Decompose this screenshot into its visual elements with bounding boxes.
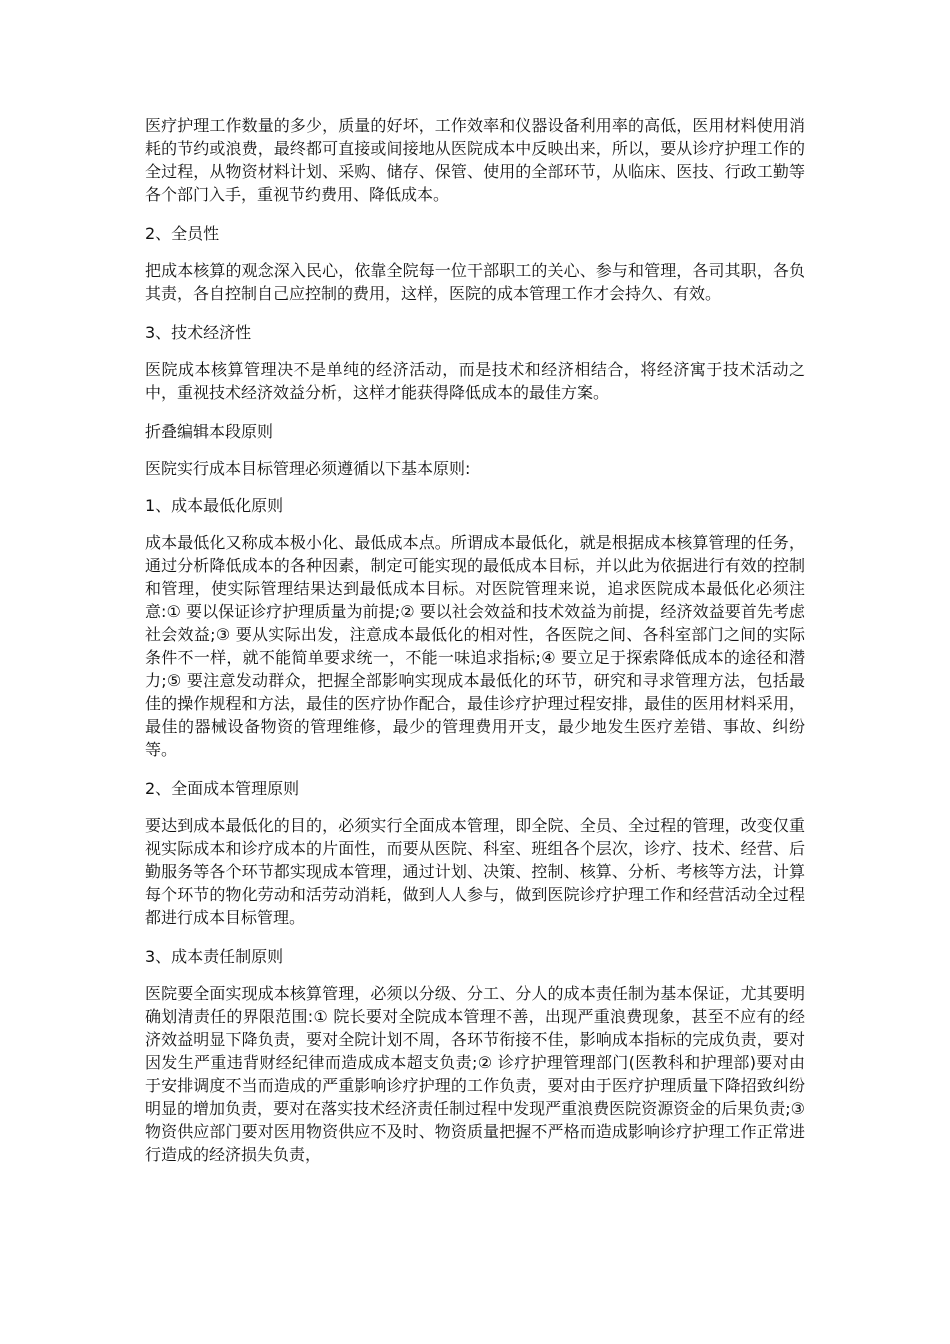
section-heading-responsibility: 3、成本责任制原则: [145, 947, 284, 966]
section-heading-all-staff: 2、全员性: [145, 224, 220, 243]
paragraph-comprehensive: 要达到成本最低化的目的，必须实行全面成本管理，即全院、全员、全过程的管理，改变仅重视实际成本和诊疗成本的片面性，而要从医院、科室、班组各个层次，诊疗、技术、经营、后勤服务等各个环节都实现成本管理，通过计划、决策、控制、核算、分析、考核等方法，计算每个环节的物化劳动和活劳动消耗，做到人人参与，做到医院诊疗护理工作和经营活动全过程都进行成本目标管理。: [145, 816, 805, 927]
document-page: [145, 114, 805, 1182]
paragraph-minimization: 成本最低化又称成本极小化、最低成本点。所谓成本最低化，就是根据成本核算管理的任务，通过分析降低成本的各种因素，制定可能实现的最低成本目标，并以此为依据进行有效的控制和管理，使实际管理结果达到最低成本目标。对医院管理来说，追求医院成本最低化必须注意:① 要以保证诊疗护理质量为前提;② 要以社会效益和技术效益为前提，经济效益要首先考虑社会效益;③ 要从实际出发，注意成本最低化的相对性，各医院之间、各科室部门之间的实际条件不一样，就不能简单要求统一，不能一味追求指标;④ 要立足于探索降低成本的途径和潜力;⑤ 要注意发动群众，把握全部影响实现成本最低化的环节，研究和寻求管理方法，包括最佳的操作规程和方法，最佳的医疗协作配合，最佳诊疗护理过程安排，最佳的医用材料采用，最佳的器械设备物资的管理维修，最少的管理费用开支，最少地发生医疗差错、事故、纠纷等。: [145, 533, 805, 759]
section-heading-tech-econ: 3、技术经济性: [145, 323, 252, 342]
paragraph-responsibility: 医院要全面实现成本核算管理，必须以分级、分工、分人的成本责任制为基本保证，尤其要明确划清责任的界限范围:① 院长要对全院成本管理不善，出现严重浪费现象，甚至不应有的经济效益明显下降负责，要对全院计划不周，各环节衔接不佳，影响成本指标的完成负责，要对因发生严重违背财经纪律而造成成本超支负责;② 诊疗护理管理部门(医教科和护理部)要对由于安排调度不当而造成的严重影响诊疗护理的工作负责，要对由于医疗护理质量下降招致纠纷明显的增加负责，要对在落实技术经济责任制过程中发现严重浪费医院资源资金的后果负责;③ 物资供应部门要对医用物资供应不及时、物资质量把握不严格而造成影响诊疗护理工作正常进行造成的经济损失负责，: [145, 984, 805, 1164]
section-heading-minimization: 1、成本最低化原则: [145, 496, 284, 515]
section-heading-comprehensive: 2、全面成本管理原则: [145, 779, 300, 798]
paragraph-tech-econ: 医院成本核算管理决不是单纯的经济活动，而是技术和经济相结合，将经济寓于技术活动之中，重视技术经济效益分析，这样才能获得降低成本的最佳方案。: [145, 360, 805, 402]
paragraph-intro: 医疗护理工作数量的多少，质量的好坏，工作效率和仪器设备利用率的高低，医用材料使用消耗的节约或浪费，最终都可直接或间接地从医院成本中反映出来，所以，要从诊疗护理工作的全过程，从物资材料计划、采购、储存、保管、使用的全部环节，从临床、医技、行政工勤等各个部门入手，重视节约费用、降低成本。: [145, 116, 805, 204]
fold-edit-section-label: 折叠编辑本段原则: [145, 422, 274, 441]
paragraph-all-staff: 把成本核算的观念深入民心，依靠全院每一位干部职工的关心、参与和管理，各司其职，各负其责，各自控制自己应控制的费用，这样，医院的成本管理工作才会持久、有效。: [145, 261, 805, 303]
paragraph-principles-intro: 医院实行成本目标管理必须遵循以下基本原则:: [145, 459, 471, 478]
